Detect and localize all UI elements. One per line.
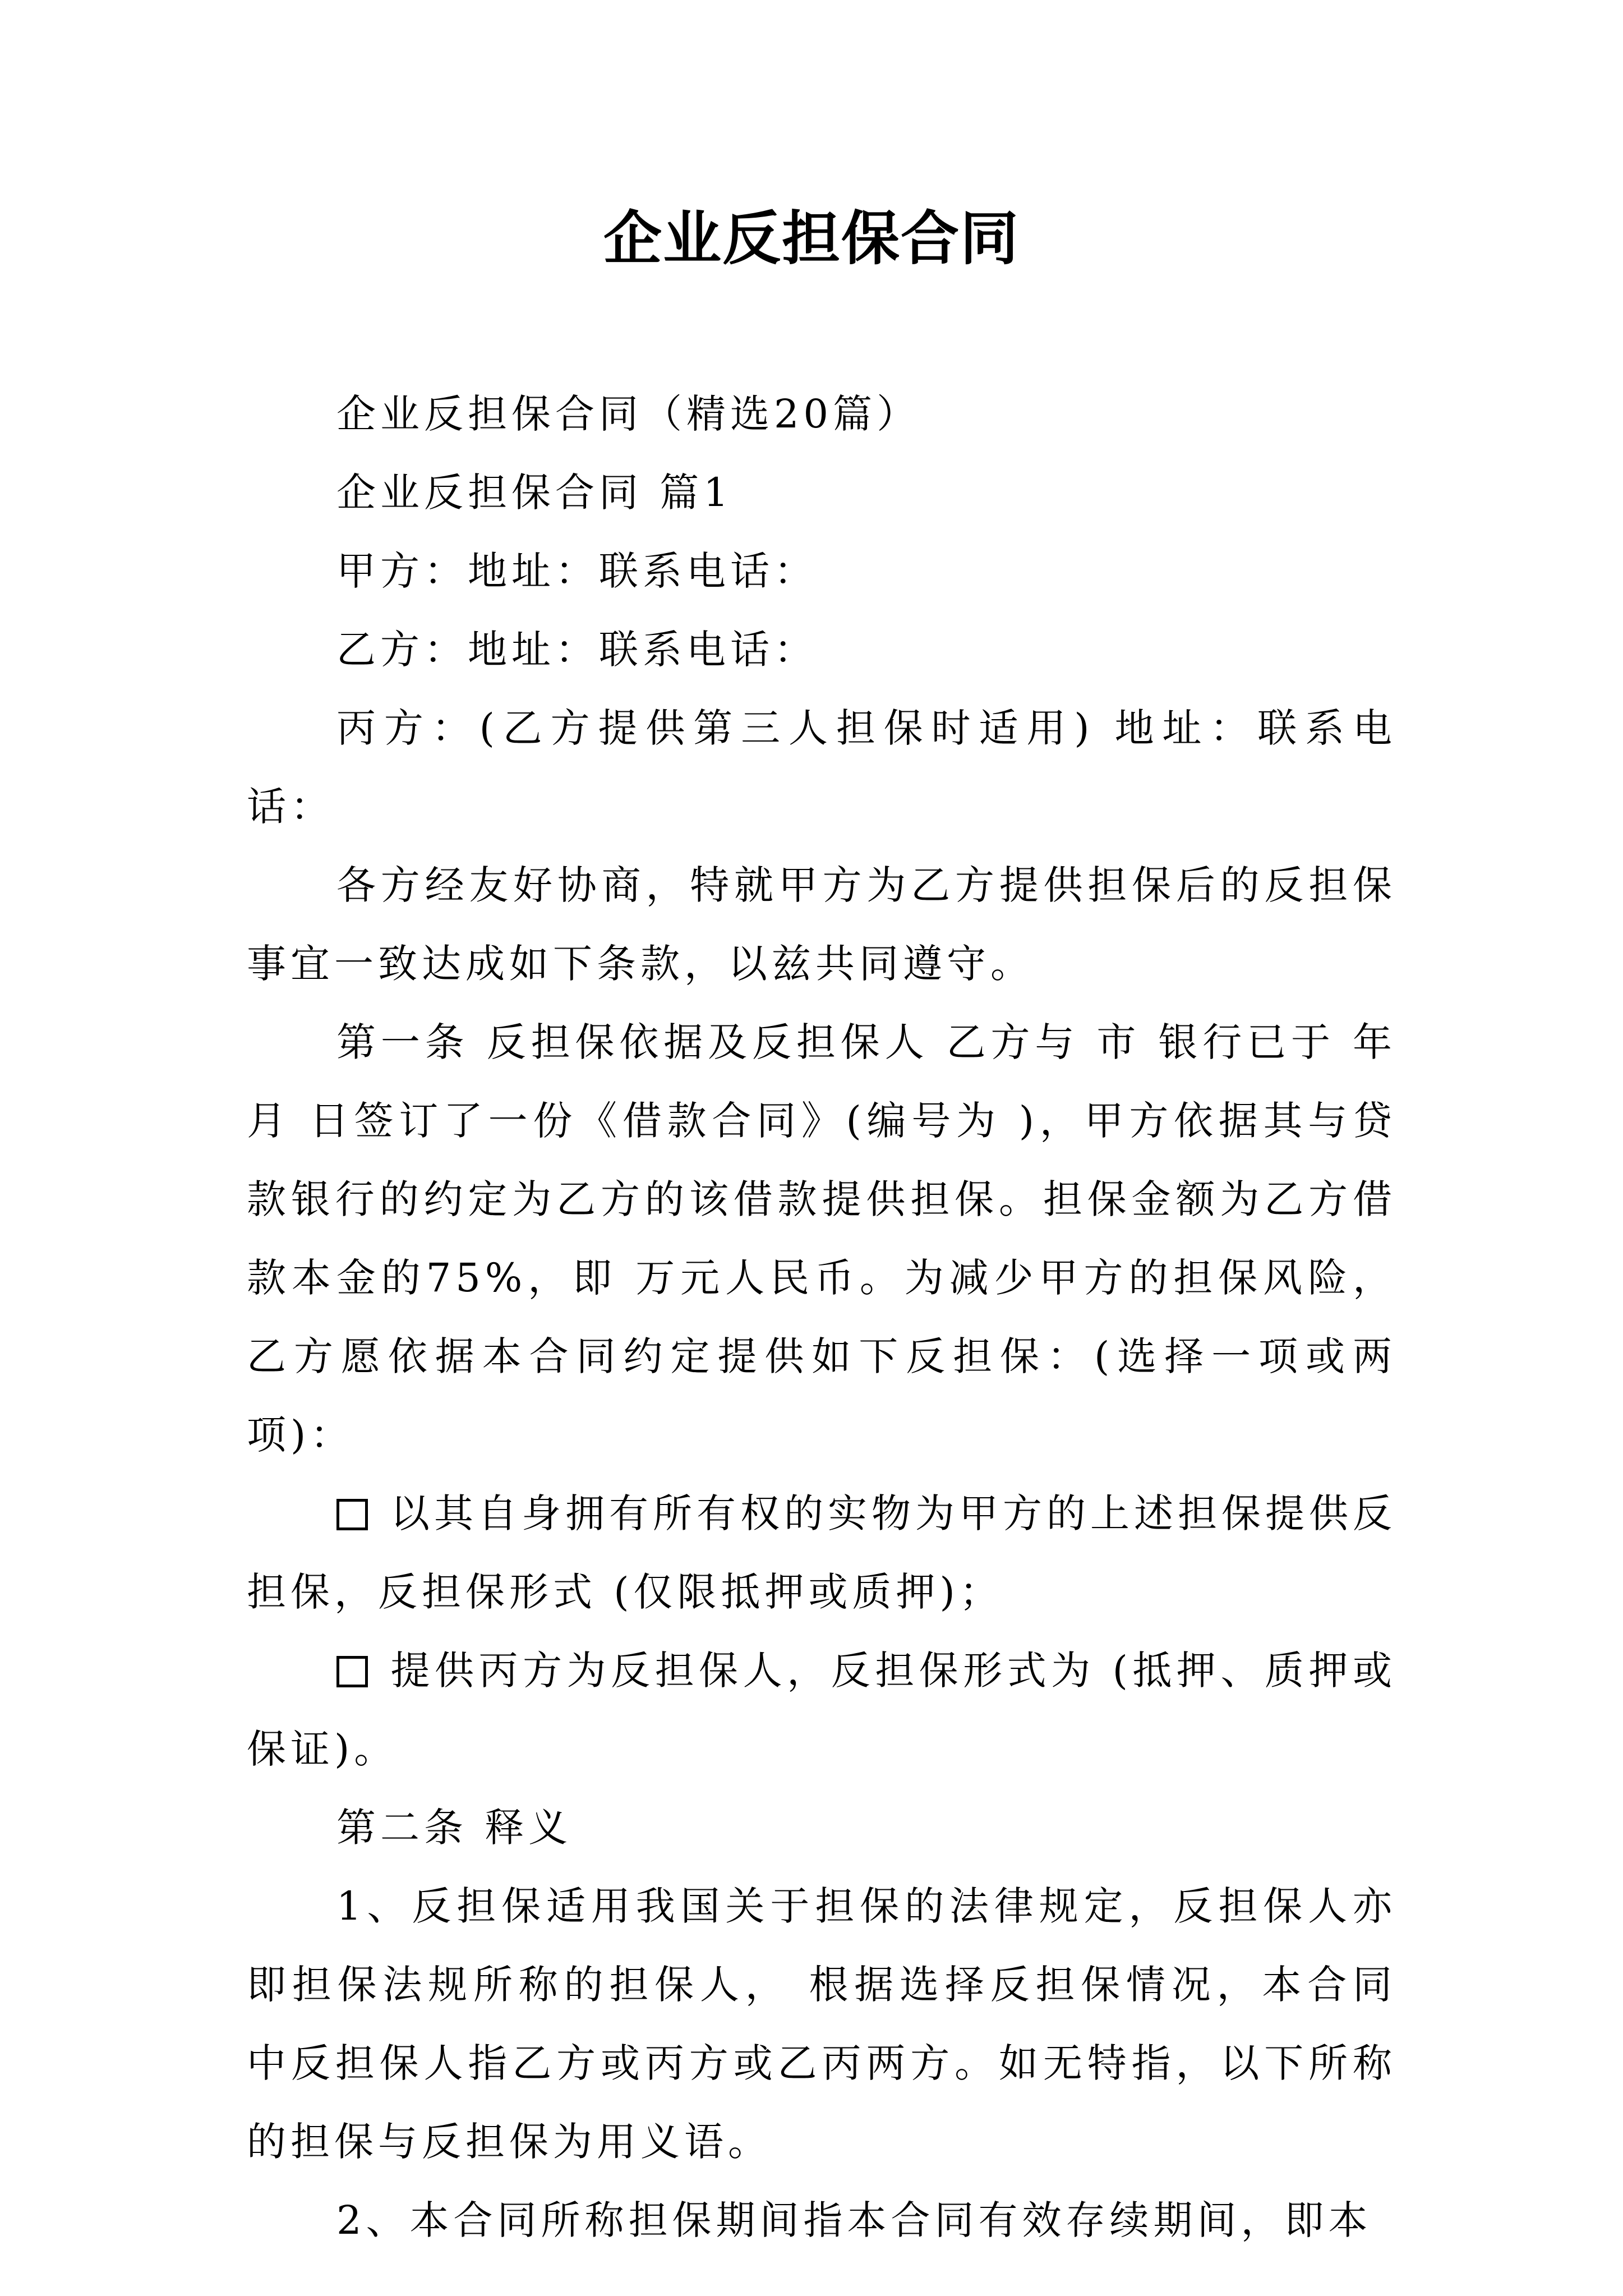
checkbox-item-label: 提供丙方为反担保人，反担保形式为 (抵押、质押或保证)。 xyxy=(247,1648,1396,1772)
checkbox-icon[interactable] xyxy=(336,1656,368,1687)
document-body xyxy=(247,375,1396,2260)
paragraph-party-c: 丙方：(乙方提供第三人担保时适用) 地址：联系电话： xyxy=(247,705,1396,830)
paragraph-article-2-heading: 第二条 释义 xyxy=(336,1805,573,1851)
paragraph-preamble: 各方经友好协商，特就甲方为乙方提供担保后的反担保事宜一致达成如下条款，以兹共同遵守。 xyxy=(247,862,1396,987)
paragraph-party-b: 乙方：地址：联系电话： xyxy=(336,627,818,673)
document-title: 企业反担保合同 xyxy=(603,204,1020,273)
paragraph-collection-title: 企业反担保合同（精选20篇） xyxy=(336,391,921,437)
checkbox-item-option-1 xyxy=(247,1474,1396,1631)
checkbox-icon[interactable] xyxy=(336,1499,368,1530)
checkbox-item-label: 以其自身拥有所有权的实物为甲方的上述担保提供反担保，反担保形式 (仅限抵押或质押)； xyxy=(247,1490,1396,1615)
paragraph-definition-1: 1、反担保适用我国关于担保的法律规定，反担保人亦即担保法规所称的担保人， 根据选择反担保情况，本合同中反担保人指乙方或丙方或乙丙两方。如无特指，以下所称的担保与反担保为用义语。 xyxy=(247,1883,1396,2165)
paragraph-section-heading: 企业反担保合同 篇1 xyxy=(336,470,733,516)
checkbox-item-option-2 xyxy=(247,1631,1396,1788)
paragraph-definition-2: 2、本合同所称担保期间指本合同有效存续期间，即本 xyxy=(336,2197,1372,2243)
paragraph-party-a: 甲方：地址：联系电话： xyxy=(336,548,818,594)
paragraph-article-1: 第一条 反担保依据及反担保人 乙方与 市 银行已于 年 月 日签订了一份《借款合同》(编号为 )，甲方依据其与贷款银行的约定为乙方的该借款提供担保。担保金额为乙方借款本金的75%，即 万元人民币。为减少甲方的担保风险，乙方愿依据本合同约定提供如下反担保：(选择一项或两项)： xyxy=(247,1019,1396,1458)
